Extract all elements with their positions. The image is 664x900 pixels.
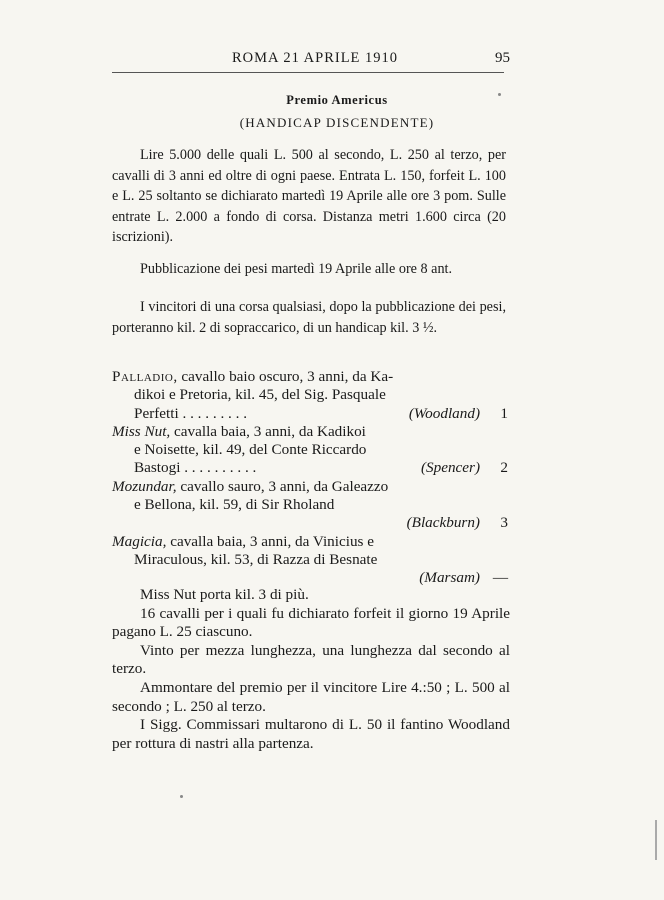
note-paragraph: I Sigg. Commissari multarono di L. 50 il fantino Woodland per rottura di nastri alla partenza. bbox=[112, 716, 510, 752]
race-subtitle: (HANDICAP DISCENDENTE) bbox=[239, 115, 435, 130]
horse-name: Miss Nut, bbox=[112, 422, 171, 440]
finishing-place: 1 bbox=[500, 404, 508, 422]
horse-description: dikoi e Pretoria, kil. 45, del Sig. Pasquale bbox=[134, 386, 386, 404]
jockey-name: (Woodland) bbox=[408, 404, 480, 422]
finishing-place: — bbox=[492, 569, 508, 587]
list-item bbox=[112, 423, 508, 478]
penalty-paragraph: I vincitori di una corsa qualsiasi, dopo la pubblicazione dei pesi, porteranno kil. 2 di sopraccarico, di un handicap kil. 3 ½. bbox=[112, 299, 506, 336]
list-item bbox=[112, 533, 508, 588]
jockey-name: (Spencer) bbox=[420, 459, 480, 477]
horse-name: Magicia, bbox=[112, 532, 167, 550]
finishing-place: 2 bbox=[500, 459, 508, 477]
page-edge-mark bbox=[655, 820, 657, 860]
horse-description: Miraculous, kil. 53, di Razza di Besnate bbox=[134, 550, 378, 568]
note-paragraph: Ammontare del premio per il vincitore Lire 4.:50 ; L. 500 al secondo ; L. 250 al terzo. bbox=[112, 678, 510, 715]
horse-description: cavalla baia, 3 anni, da Vinicius e bbox=[166, 532, 374, 550]
header-rule bbox=[112, 72, 504, 73]
owner-name: Perfetti . . . . . . . . . bbox=[134, 404, 248, 422]
list-item bbox=[112, 478, 508, 533]
horse-description: cavallo baio oscuro, 3 anni, da Ka- bbox=[177, 368, 394, 385]
running-title: ROMA 21 APRILE 1910 bbox=[232, 50, 399, 66]
horse-name: Mozundar, bbox=[112, 477, 177, 495]
running-header bbox=[112, 48, 510, 74]
page-number: 95 bbox=[495, 50, 510, 66]
note-paragraph: Vinto per mezza lunghezza, una lunghezza dal secondo al terzo. bbox=[112, 641, 510, 678]
print-speck bbox=[180, 795, 183, 798]
horse-name: Palladio, bbox=[112, 368, 178, 385]
note-paragraph: Miss Nut porta kil. 3 di più. bbox=[140, 586, 309, 603]
race-notes bbox=[112, 586, 510, 753]
list-item bbox=[112, 368, 508, 423]
horse-description: e Bellona, kil. 59, di Sir Rholand bbox=[134, 496, 335, 514]
jockey-name: (Blackburn) bbox=[406, 514, 480, 532]
horse-description: e Noisette, kil. 49, del Conte Riccardo bbox=[134, 441, 367, 459]
weights-publication-paragraph: Pubblicazione dei pesi martedì 19 Aprile alle ore 8 ant. bbox=[140, 261, 453, 277]
owner-name: Bastogi . . . . . . . . . . bbox=[134, 459, 257, 477]
entries-list bbox=[112, 368, 508, 588]
race-title: Premio Americus bbox=[286, 93, 388, 107]
finishing-place: 3 bbox=[500, 514, 508, 532]
jockey-name: (Marsam) bbox=[419, 569, 480, 587]
horse-description: cavalla baia, 3 anni, da Kadikoi bbox=[170, 422, 366, 440]
print-speck bbox=[498, 93, 501, 96]
race-conditions-paragraph: Lire 5.000 delle quali L. 500 al secondo, L. 250 al terzo, per cavalli di 3 anni ed oltre di ogni paese. Entrata L. 150, forfeit L. 100 e L. 25 soltanto se dichiarato martedì 19 Aprile alle ore 3 pom. Sulle entrate L. 2.000 a fondo di corsa. Distanza metri 1.600 circa (20 iscrizioni). bbox=[112, 147, 506, 246]
horse-description: cavallo sauro, 3 anni, da Galeazzo bbox=[176, 477, 389, 495]
note-paragraph: 16 cavalli per i quali fu dichiarato forfeit il giorno 19 Aprile pagano L. 25 ciascuno. bbox=[112, 604, 510, 641]
